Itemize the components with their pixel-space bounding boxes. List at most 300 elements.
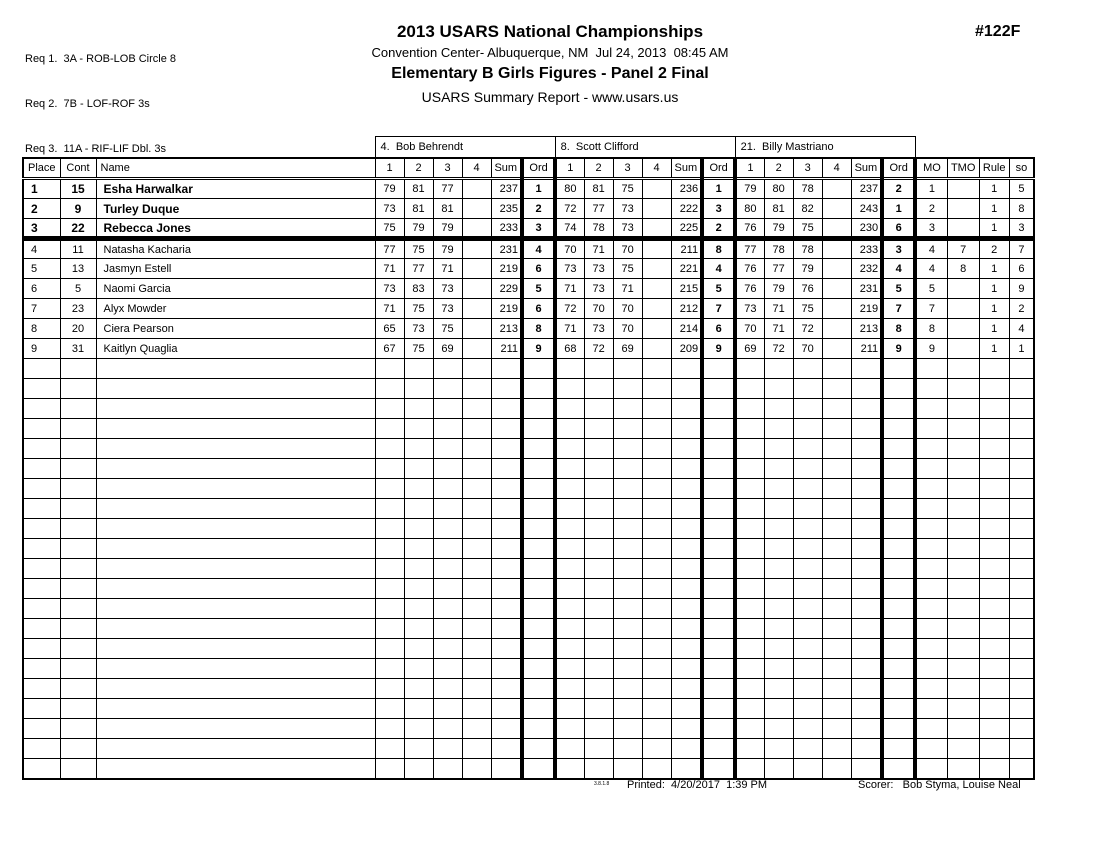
skater-name-cell: Rebecca Jones bbox=[96, 219, 375, 239]
score-cell bbox=[584, 759, 613, 779]
skater-name-cell bbox=[96, 399, 375, 419]
sum-cell: 232 bbox=[851, 259, 882, 279]
majority-ordinal-cell: 9 bbox=[915, 339, 947, 359]
total-majority-ordinal-cell bbox=[947, 659, 979, 679]
score-cell bbox=[764, 619, 793, 639]
sum-cell bbox=[671, 499, 702, 519]
score-cell: 72 bbox=[584, 339, 613, 359]
empty-row bbox=[23, 739, 1034, 759]
place-cell bbox=[23, 459, 60, 479]
contestant-number-cell: 11 bbox=[60, 239, 96, 259]
score-column-header: 2 bbox=[764, 158, 793, 179]
score-cell bbox=[822, 639, 851, 659]
score-cell bbox=[462, 299, 491, 319]
ordinal-cell bbox=[702, 439, 735, 459]
score-cell: 75 bbox=[404, 299, 433, 319]
results-table-container bbox=[22, 136, 1035, 780]
score-cell bbox=[642, 759, 671, 779]
ordinal-cell bbox=[522, 359, 555, 379]
skater-name-cell: Esha Harwalkar bbox=[96, 179, 375, 199]
place-cell: 8 bbox=[23, 319, 60, 339]
ordinal-cell bbox=[882, 739, 915, 759]
score-cell bbox=[555, 759, 584, 779]
total-majority-ordinal-cell bbox=[947, 319, 979, 339]
score-cell bbox=[433, 679, 462, 699]
ordinal-cell bbox=[702, 519, 735, 539]
score-cell: 68 bbox=[555, 339, 584, 359]
ordinal-cell bbox=[882, 419, 915, 439]
score-cell bbox=[613, 379, 642, 399]
score-cell bbox=[822, 519, 851, 539]
score-cell bbox=[433, 579, 462, 599]
score-cell bbox=[433, 379, 462, 399]
sum-cell: 212 bbox=[671, 299, 702, 319]
report-type-title: USARS Summary Report - www.usars.us bbox=[421, 89, 679, 105]
requirement-line: Req 1. 3A - ROB-LOB Circle 8 bbox=[25, 53, 176, 65]
sum-cell: 219 bbox=[491, 299, 522, 319]
skating-order-cell: 7 bbox=[1009, 239, 1034, 259]
score-cell bbox=[584, 459, 613, 479]
judge-name: 21. Billy Mastriano bbox=[735, 137, 915, 158]
ordinal-cell bbox=[702, 599, 735, 619]
sum-cell: 237 bbox=[491, 179, 522, 199]
score-cell: 69 bbox=[613, 339, 642, 359]
score-cell: 70 bbox=[584, 299, 613, 319]
score-cell bbox=[462, 499, 491, 519]
skater-name-cell bbox=[96, 679, 375, 699]
score-cell bbox=[822, 739, 851, 759]
score-cell bbox=[584, 599, 613, 619]
score-cell bbox=[462, 219, 491, 239]
ordinal-cell bbox=[702, 739, 735, 759]
score-cell: 79 bbox=[433, 239, 462, 259]
sum-cell bbox=[671, 679, 702, 699]
score-cell bbox=[642, 419, 671, 439]
sum-cell: 213 bbox=[851, 319, 882, 339]
score-cell bbox=[642, 219, 671, 239]
score-cell bbox=[433, 599, 462, 619]
place-cell: 3 bbox=[23, 219, 60, 239]
score-cell bbox=[735, 699, 764, 719]
sum-cell bbox=[851, 539, 882, 559]
sum-cell: 233 bbox=[851, 239, 882, 259]
score-column-header: 3 bbox=[433, 158, 462, 179]
score-column-header: 4 bbox=[462, 158, 491, 179]
ordinal-cell bbox=[702, 539, 735, 559]
contestant-number-cell bbox=[60, 439, 96, 459]
skating-order-column-header: so bbox=[1009, 158, 1034, 179]
score-cell bbox=[555, 739, 584, 759]
score-cell bbox=[735, 399, 764, 419]
score-cell bbox=[462, 399, 491, 419]
majority-ordinal-cell bbox=[915, 599, 947, 619]
score-cell bbox=[555, 459, 584, 479]
score-cell bbox=[822, 179, 851, 199]
score-cell bbox=[822, 539, 851, 559]
judge-row-spacer-left bbox=[23, 137, 375, 158]
skater-name-cell bbox=[96, 539, 375, 559]
skating-order-cell bbox=[1009, 459, 1034, 479]
ordinal-cell bbox=[702, 559, 735, 579]
place-cell bbox=[23, 659, 60, 679]
skating-order-cell bbox=[1009, 439, 1034, 459]
score-cell bbox=[613, 459, 642, 479]
skating-order-cell bbox=[1009, 599, 1034, 619]
score-cell: 73 bbox=[433, 279, 462, 299]
score-cell bbox=[462, 699, 491, 719]
score-cell bbox=[375, 459, 404, 479]
score-cell bbox=[642, 679, 671, 699]
score-column-header: Ord bbox=[702, 158, 735, 179]
score-cell bbox=[613, 599, 642, 619]
name-column-header: Name bbox=[96, 158, 375, 179]
sum-cell bbox=[491, 459, 522, 479]
score-cell bbox=[822, 379, 851, 399]
score-cell: 73 bbox=[584, 319, 613, 339]
rule-cell bbox=[979, 599, 1009, 619]
score-cell bbox=[642, 259, 671, 279]
score-cell bbox=[822, 279, 851, 299]
empty-row bbox=[23, 679, 1034, 699]
ordinal-cell bbox=[522, 659, 555, 679]
score-cell bbox=[613, 659, 642, 679]
score-cell bbox=[764, 379, 793, 399]
contestant-number-cell bbox=[60, 719, 96, 739]
score-cell: 80 bbox=[764, 179, 793, 199]
score-cell bbox=[462, 639, 491, 659]
score-column-header: 2 bbox=[404, 158, 433, 179]
score-cell bbox=[822, 199, 851, 219]
majority-ordinal-cell bbox=[915, 459, 947, 479]
score-cell bbox=[764, 579, 793, 599]
ordinal-cell bbox=[702, 639, 735, 659]
score-cell bbox=[822, 719, 851, 739]
sum-cell bbox=[671, 699, 702, 719]
score-cell bbox=[764, 499, 793, 519]
score-column-header: 1 bbox=[375, 158, 404, 179]
score-cell bbox=[375, 639, 404, 659]
total-majority-ordinal-cell bbox=[947, 559, 979, 579]
sum-cell bbox=[851, 499, 882, 519]
score-column-header: 1 bbox=[555, 158, 584, 179]
ordinal-cell: 3 bbox=[882, 239, 915, 259]
score-cell bbox=[462, 419, 491, 439]
sum-cell: 219 bbox=[491, 259, 522, 279]
score-cell: 79 bbox=[735, 179, 764, 199]
score-cell bbox=[555, 699, 584, 719]
score-cell bbox=[555, 379, 584, 399]
score-cell bbox=[555, 439, 584, 459]
championship-title: 2013 USARS National Championships bbox=[396, 22, 704, 41]
total-majority-ordinal-cell bbox=[947, 279, 979, 299]
sum-cell: 236 bbox=[671, 179, 702, 199]
score-cell bbox=[584, 699, 613, 719]
ordinal-cell bbox=[882, 539, 915, 559]
score-cell bbox=[404, 499, 433, 519]
skating-order-cell: 5 bbox=[1009, 179, 1034, 199]
sum-cell bbox=[851, 519, 882, 539]
place-cell bbox=[23, 379, 60, 399]
skating-order-cell: 6 bbox=[1009, 259, 1034, 279]
majority-ordinal-cell bbox=[915, 379, 947, 399]
score-cell bbox=[613, 759, 642, 779]
ordinal-cell: 2 bbox=[702, 219, 735, 239]
scorer-credit: Scorer: Bob Styma, Louise Neal bbox=[858, 779, 1021, 791]
rule-cell bbox=[979, 459, 1009, 479]
score-cell: 73 bbox=[735, 299, 764, 319]
score-cell bbox=[764, 759, 793, 779]
score-cell bbox=[764, 639, 793, 659]
majority-ordinal-cell bbox=[915, 559, 947, 579]
score-cell: 72 bbox=[764, 339, 793, 359]
score-cell: 81 bbox=[764, 199, 793, 219]
score-cell bbox=[642, 179, 671, 199]
empty-row bbox=[23, 639, 1034, 659]
majority-ordinal-cell: 3 bbox=[915, 219, 947, 239]
sum-cell bbox=[671, 559, 702, 579]
place-cell bbox=[23, 579, 60, 599]
score-cell: 70 bbox=[735, 319, 764, 339]
ordinal-cell: 4 bbox=[882, 259, 915, 279]
score-cell: 75 bbox=[613, 259, 642, 279]
score-cell bbox=[735, 359, 764, 379]
rule-cell: 1 bbox=[979, 339, 1009, 359]
contestant-column-header: Cont bbox=[60, 158, 96, 179]
score-cell bbox=[433, 479, 462, 499]
ordinal-cell bbox=[702, 499, 735, 519]
score-cell bbox=[822, 299, 851, 319]
skating-order-cell: 9 bbox=[1009, 279, 1034, 299]
score-cell bbox=[433, 419, 462, 439]
skater-name-cell bbox=[96, 459, 375, 479]
score-cell bbox=[375, 599, 404, 619]
score-cell bbox=[375, 479, 404, 499]
total-majority-column-header: TMO bbox=[947, 158, 979, 179]
sum-cell bbox=[851, 699, 882, 719]
total-majority-ordinal-cell bbox=[947, 699, 979, 719]
empty-row bbox=[23, 359, 1034, 379]
score-cell: 73 bbox=[584, 259, 613, 279]
contestant-number-cell: 20 bbox=[60, 319, 96, 339]
score-cell: 79 bbox=[375, 179, 404, 199]
place-cell bbox=[23, 759, 60, 779]
skating-order-cell bbox=[1009, 619, 1034, 639]
ordinal-cell: 2 bbox=[882, 179, 915, 199]
score-cell bbox=[735, 759, 764, 779]
sum-cell bbox=[851, 679, 882, 699]
score-cell bbox=[642, 639, 671, 659]
score-cell bbox=[793, 599, 822, 619]
skating-order-cell bbox=[1009, 759, 1034, 779]
ordinal-cell bbox=[882, 759, 915, 779]
score-cell bbox=[613, 679, 642, 699]
skater-name-cell: Jasmyn Estell bbox=[96, 259, 375, 279]
score-cell bbox=[735, 379, 764, 399]
empty-row bbox=[23, 719, 1034, 739]
total-majority-ordinal-cell bbox=[947, 419, 979, 439]
score-cell bbox=[404, 579, 433, 599]
sum-cell bbox=[851, 359, 882, 379]
score-cell bbox=[642, 719, 671, 739]
contestant-number-cell bbox=[60, 659, 96, 679]
ordinal-cell bbox=[702, 479, 735, 499]
score-cell bbox=[793, 419, 822, 439]
sum-cell bbox=[491, 519, 522, 539]
sum-cell bbox=[671, 759, 702, 779]
score-cell: 76 bbox=[793, 279, 822, 299]
empty-row bbox=[23, 499, 1034, 519]
rule-cell bbox=[979, 399, 1009, 419]
place-cell bbox=[23, 699, 60, 719]
score-cell bbox=[764, 539, 793, 559]
score-cell bbox=[735, 539, 764, 559]
score-cell bbox=[433, 439, 462, 459]
score-cell bbox=[462, 679, 491, 699]
rule-cell bbox=[979, 679, 1009, 699]
place-column-header: Place bbox=[23, 158, 60, 179]
majority-ordinal-cell bbox=[915, 479, 947, 499]
score-cell bbox=[793, 679, 822, 699]
total-majority-ordinal-cell bbox=[947, 539, 979, 559]
contestant-number-cell bbox=[60, 639, 96, 659]
contestant-number-cell: 9 bbox=[60, 199, 96, 219]
score-cell: 79 bbox=[433, 219, 462, 239]
score-cell bbox=[555, 659, 584, 679]
score-cell: 82 bbox=[793, 199, 822, 219]
ordinal-cell: 6 bbox=[522, 259, 555, 279]
sum-cell: 231 bbox=[491, 239, 522, 259]
score-cell bbox=[735, 619, 764, 639]
score-cell bbox=[375, 759, 404, 779]
score-cell bbox=[764, 359, 793, 379]
sum-cell bbox=[491, 639, 522, 659]
score-cell bbox=[822, 439, 851, 459]
empty-row bbox=[23, 659, 1034, 679]
sum-cell: 214 bbox=[671, 319, 702, 339]
majority-ordinal-cell bbox=[915, 679, 947, 699]
contestant-number-cell bbox=[60, 499, 96, 519]
sum-cell bbox=[491, 419, 522, 439]
score-cell: 71 bbox=[555, 319, 584, 339]
score-column-header: Sum bbox=[491, 158, 522, 179]
skater-name-cell bbox=[96, 739, 375, 759]
score-cell: 75 bbox=[793, 299, 822, 319]
score-cell: 78 bbox=[793, 239, 822, 259]
score-cell: 71 bbox=[555, 279, 584, 299]
score-cell bbox=[462, 179, 491, 199]
ordinal-cell bbox=[882, 399, 915, 419]
score-cell bbox=[642, 339, 671, 359]
score-cell bbox=[462, 579, 491, 599]
judge-name-row bbox=[23, 137, 1034, 158]
place-cell: 7 bbox=[23, 299, 60, 319]
score-cell bbox=[462, 259, 491, 279]
skater-name-cell bbox=[96, 419, 375, 439]
score-cell bbox=[462, 559, 491, 579]
score-cell bbox=[555, 359, 584, 379]
place-cell bbox=[23, 619, 60, 639]
ordinal-cell bbox=[702, 619, 735, 639]
score-cell bbox=[433, 539, 462, 559]
score-cell bbox=[642, 459, 671, 479]
total-majority-ordinal-cell bbox=[947, 619, 979, 639]
score-cell bbox=[822, 359, 851, 379]
score-cell bbox=[642, 599, 671, 619]
score-cell: 67 bbox=[375, 339, 404, 359]
sum-cell bbox=[491, 619, 522, 639]
ordinal-cell bbox=[522, 459, 555, 479]
sum-cell bbox=[671, 659, 702, 679]
score-cell bbox=[404, 679, 433, 699]
ordinal-cell bbox=[702, 579, 735, 599]
score-column-header: 4 bbox=[642, 158, 671, 179]
results-table bbox=[22, 136, 1035, 780]
score-cell bbox=[462, 279, 491, 299]
sum-cell bbox=[671, 439, 702, 459]
score-cell bbox=[375, 499, 404, 519]
sum-cell: 222 bbox=[671, 199, 702, 219]
score-cell bbox=[404, 719, 433, 739]
score-cell bbox=[764, 479, 793, 499]
empty-row bbox=[23, 419, 1034, 439]
event-title: Elementary B Girls Figures - Panel 2 Final bbox=[391, 65, 709, 82]
majority-ordinal-cell bbox=[915, 359, 947, 379]
sum-cell bbox=[491, 399, 522, 419]
skater-name-cell bbox=[96, 599, 375, 619]
score-cell: 76 bbox=[735, 279, 764, 299]
ordinal-cell: 1 bbox=[702, 179, 735, 199]
sum-cell bbox=[491, 379, 522, 399]
result-row bbox=[23, 179, 1034, 199]
result-row bbox=[23, 319, 1034, 339]
sum-cell bbox=[491, 699, 522, 719]
score-cell bbox=[462, 659, 491, 679]
score-cell bbox=[584, 539, 613, 559]
score-cell bbox=[555, 479, 584, 499]
score-cell bbox=[822, 659, 851, 679]
contestant-number-cell bbox=[60, 619, 96, 639]
empty-row bbox=[23, 439, 1034, 459]
ordinal-cell: 6 bbox=[702, 319, 735, 339]
majority-ordinal-cell bbox=[915, 539, 947, 559]
score-cell bbox=[404, 439, 433, 459]
sum-cell bbox=[851, 719, 882, 739]
sum-cell bbox=[851, 459, 882, 479]
score-cell: 75 bbox=[613, 179, 642, 199]
rule-cell bbox=[979, 499, 1009, 519]
rule-cell bbox=[979, 439, 1009, 459]
score-cell bbox=[462, 739, 491, 759]
score-cell bbox=[462, 359, 491, 379]
contestant-number-cell: 31 bbox=[60, 339, 96, 359]
ordinal-cell bbox=[522, 519, 555, 539]
total-majority-ordinal-cell: 7 bbox=[947, 239, 979, 259]
ordinal-cell bbox=[882, 679, 915, 699]
score-cell bbox=[764, 599, 793, 619]
ordinal-cell bbox=[702, 699, 735, 719]
ordinal-cell bbox=[702, 379, 735, 399]
sum-cell: 230 bbox=[851, 219, 882, 239]
score-cell bbox=[404, 699, 433, 719]
majority-ordinal-cell bbox=[915, 719, 947, 739]
score-cell: 77 bbox=[735, 239, 764, 259]
score-cell bbox=[433, 639, 462, 659]
majority-ordinal-cell bbox=[915, 659, 947, 679]
skating-order-cell: 3 bbox=[1009, 219, 1034, 239]
score-cell bbox=[555, 399, 584, 419]
contestant-number-cell bbox=[60, 699, 96, 719]
score-cell bbox=[735, 439, 764, 459]
